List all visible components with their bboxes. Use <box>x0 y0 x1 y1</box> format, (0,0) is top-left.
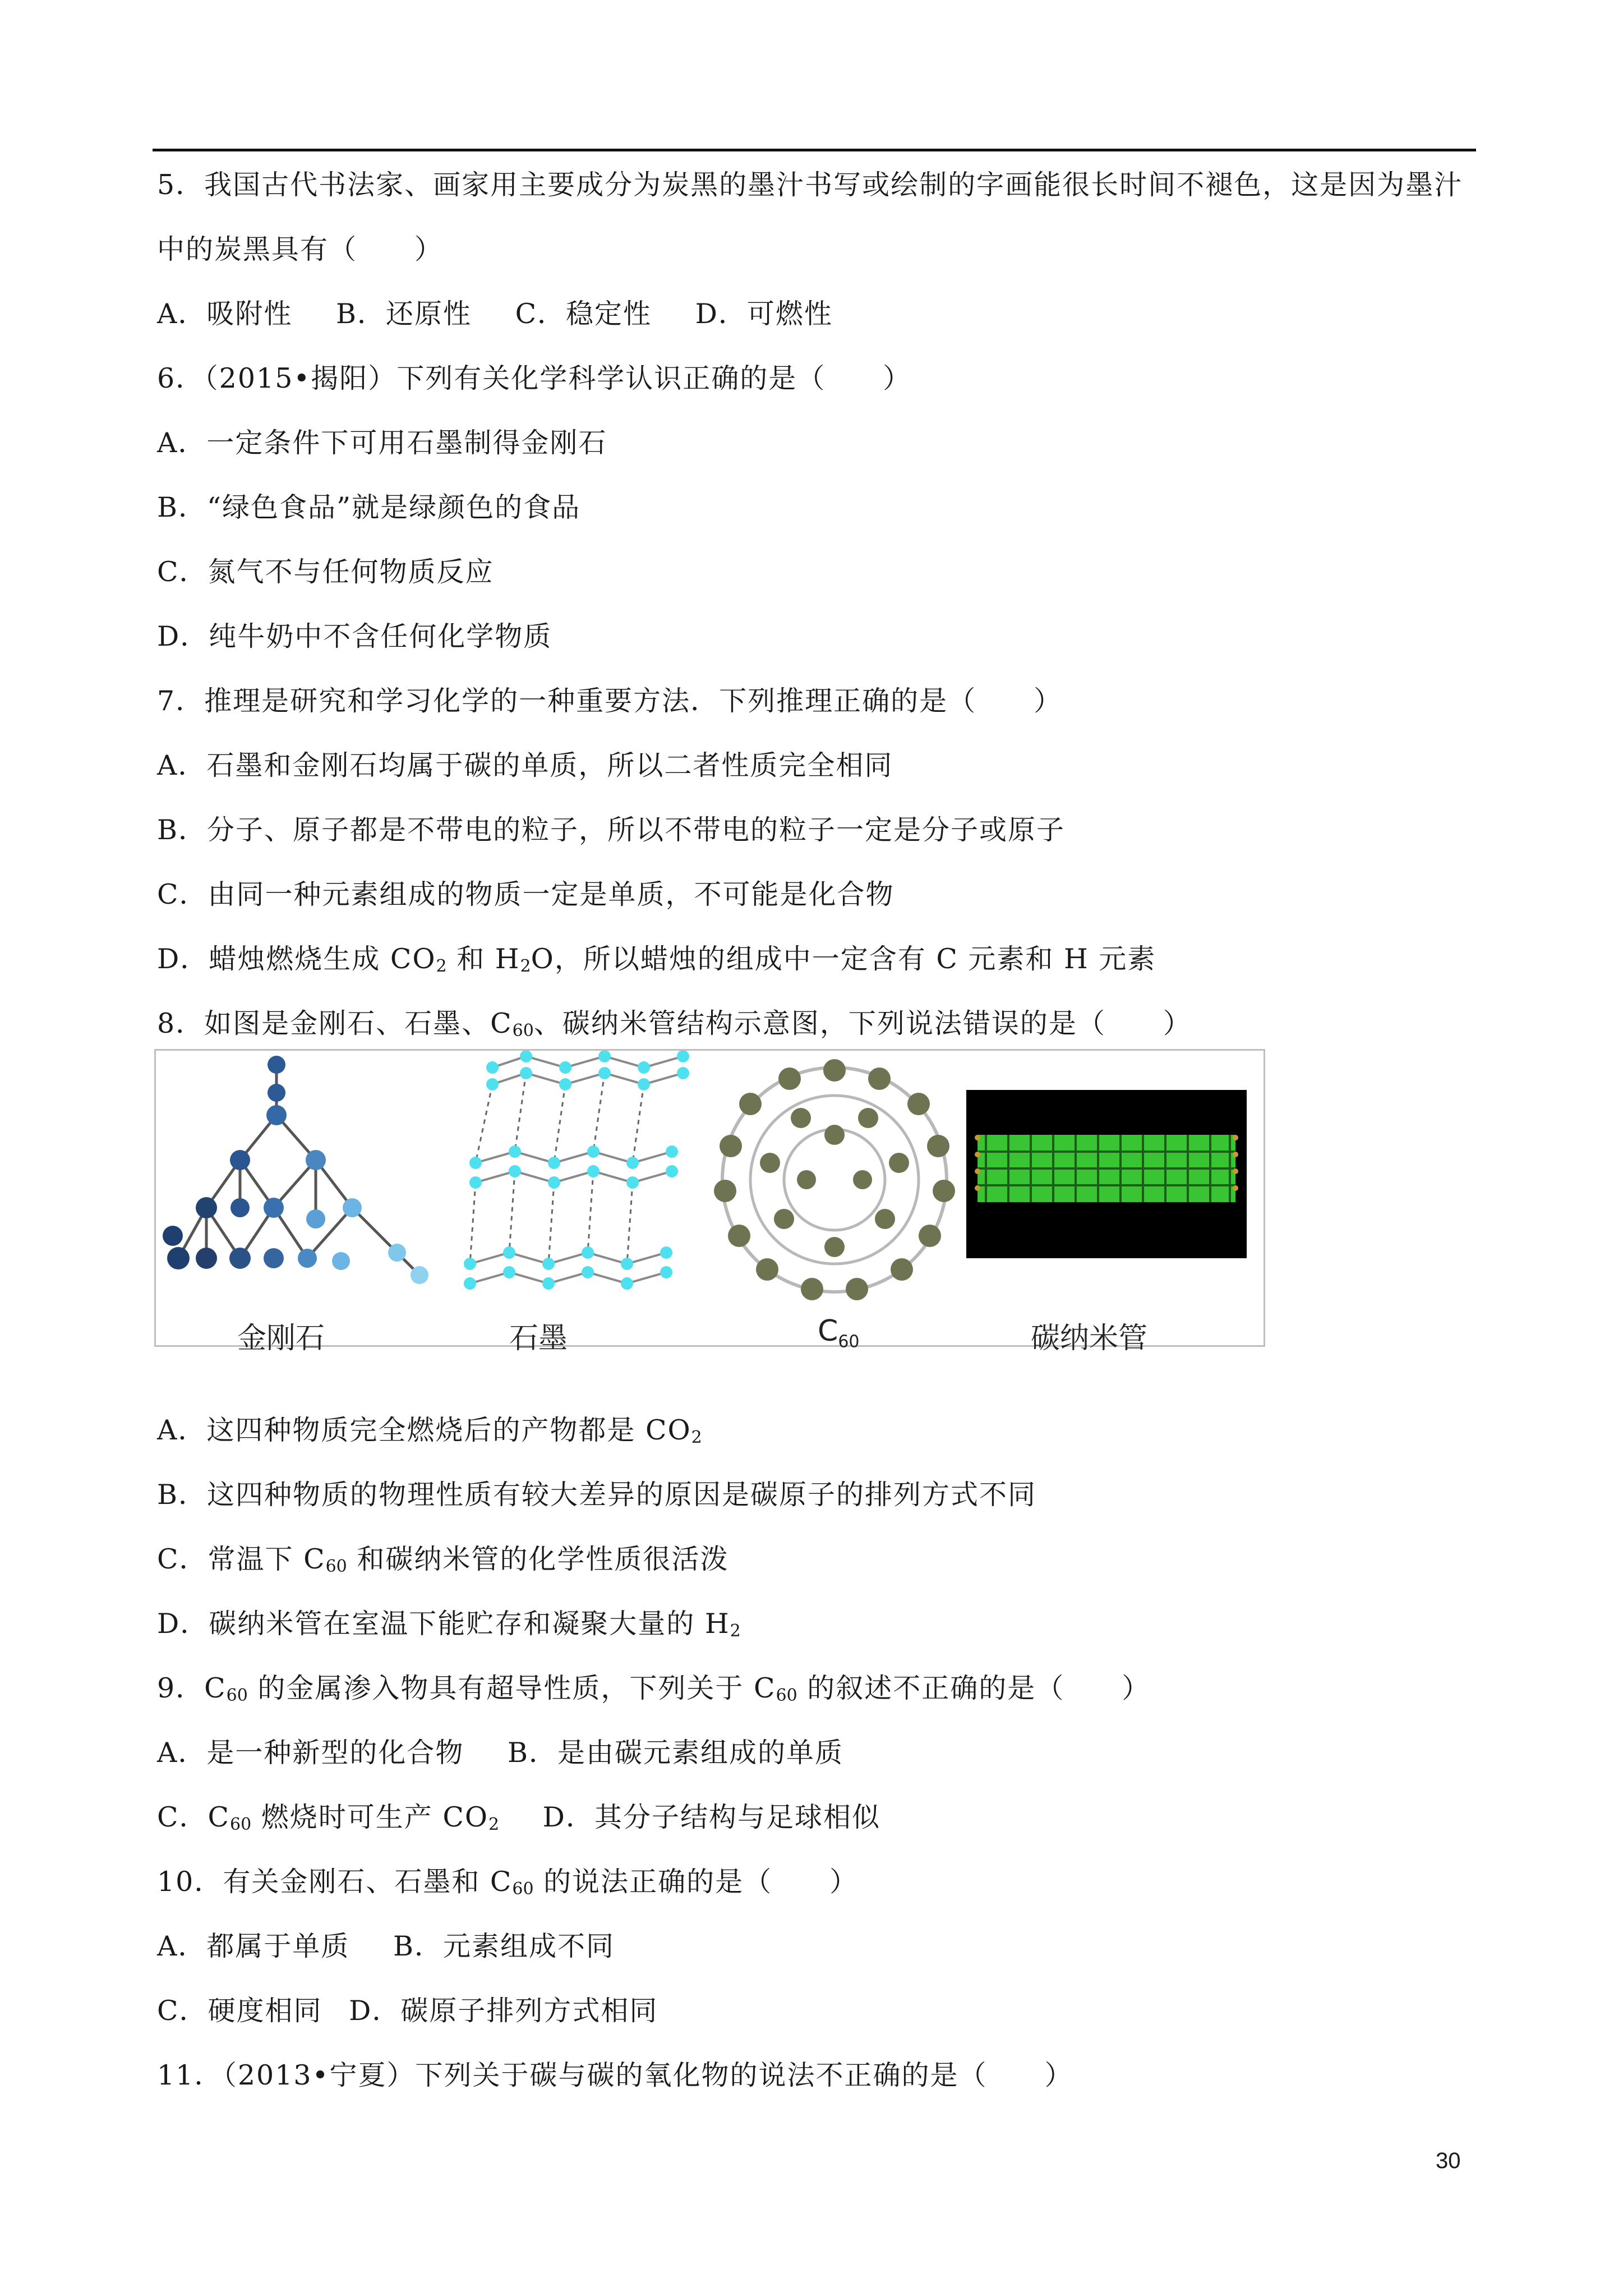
q7-option-c[interactable]: C．由同一种元素组成的物质一定是单质，不可能是化合物 <box>157 878 895 910</box>
q5-options <box>157 295 833 334</box>
graphite-caption: 石墨 <box>509 1322 568 1355</box>
q6-option-a[interactable]: A．一定条件下可用石墨制得金刚石 <box>157 427 607 459</box>
q10-option-a[interactable]: A．都属于单质 <box>157 1930 350 1962</box>
q9-option-b[interactable]: B．是由碳元素组成的单质 <box>507 1737 843 1769</box>
nanotube-structure <box>966 1090 1247 1258</box>
q8-option-a[interactable]: A．这四种物质完全燃烧后的产物都是 $CO_2$ <box>157 1414 702 1447</box>
q7-stem: 7．推理是研究和学习化学的一种重要方法．下列推理正确的是（ ） <box>157 685 1063 717</box>
q8-option-c[interactable]: C．常温下 $C_{60}$ 和碳纳米管的化学性质很活泼 <box>157 1543 729 1576</box>
diamond-structure <box>178 1065 419 1275</box>
nanotube-caption: 碳纳米管 <box>1031 1322 1148 1355</box>
q6-option-d[interactable]: D．纯牛奶中不含任何化学物质 <box>157 620 552 652</box>
q7-option-d[interactable]: D．蜡烛燃烧生成 $CO_2$ 和 $H_2O$，所以蜡烛的组成中一定含有 C 元素和 H 元素 <box>157 943 1156 976</box>
q10-option-d[interactable]: D．碳原子排列方式相同 <box>349 1995 658 2027</box>
q9-stem: 9．$C_{60}$ 的金属渗入物具有超导性质，下列关于 $C_{60}$ 的叙述不正确的是（ ） <box>157 1672 1151 1705</box>
q5-option-d[interactable]: D．可燃性 <box>695 298 833 330</box>
graphite-interlayer <box>470 1073 644 1264</box>
q5-stem-line2: 中的炭黑具有（ ） <box>157 233 444 265</box>
structures-illustration <box>156 1051 1264 1345</box>
carbon-structures-figure <box>154 1049 1265 1355</box>
graphite-structure <box>470 1056 683 1283</box>
q5-option-a[interactable]: A．吸附性 <box>157 298 293 330</box>
q9-option-c[interactable]: C．$C_{60}$ 燃烧时可生产 $CO_2$ <box>157 1801 500 1834</box>
q6-option-c[interactable]: C．氮气不与任何物质反应 <box>157 556 494 588</box>
q8-stem: 8．如图是金刚石、石墨、$C_{60}$、碳纳米管结构示意图，下列说法错误的是（ ） <box>157 1007 1192 1041</box>
q6-option-b[interactable]: B．“绿色食品”就是绿颜色的食品 <box>157 491 581 523</box>
q8-option-d[interactable]: D．碳纳米管在室温下能贮存和凝聚大量的 $H_2$ <box>157 1608 741 1641</box>
q9-options-cd <box>157 1798 880 1844</box>
diamond-atoms <box>163 1056 428 1284</box>
header-rule <box>153 149 1476 151</box>
q5-option-c[interactable]: C．稳定性 <box>515 298 652 330</box>
page-number: 30 <box>1436 2148 1461 2173</box>
q8-option-b[interactable]: B．这四种物质的物理性质有较大差异的原因是碳原子的排列方式不同 <box>157 1479 1037 1511</box>
q5-option-b[interactable]: B．还原性 <box>335 298 472 330</box>
q9-options-ab <box>157 1733 843 1773</box>
diamond-caption: 金刚石 <box>237 1322 325 1355</box>
q7-option-a[interactable]: A．石墨和金刚石均属于碳的单质，所以二者性质完全相同 <box>157 749 893 781</box>
q11-stem: 11．（2013•宁夏）下列关于碳与碳的氧化物的说法不正确的是（ ） <box>157 2059 1073 2091</box>
q9-option-d[interactable]: D．其分子结构与足球相似 <box>542 1801 880 1833</box>
q6-stem: 6．（2015•揭阳）下列有关化学科学认识正确的是（ ） <box>157 362 912 394</box>
q10-options-cd <box>157 1991 658 2031</box>
q10-option-b[interactable]: B．元素组成不同 <box>393 1930 615 1962</box>
graphite-atoms <box>464 1051 689 1290</box>
q10-options-ab <box>157 1927 615 1966</box>
q9-option-a[interactable]: A．是一种新型的化合物 <box>157 1737 464 1769</box>
q10-stem: 10．有关金刚石、石墨和 $C_{60}$ 的说法正确的是（ ） <box>157 1866 859 1899</box>
q10-option-c[interactable]: C．硬度相同 <box>157 1995 322 2027</box>
c60-structure <box>714 1059 955 1300</box>
q7-option-b[interactable]: B．分子、原子都是不带电的粒子，所以不带电的粒子一定是分子或原子 <box>157 814 1066 846</box>
c60-caption: $C_{60}$ <box>818 1314 860 1352</box>
q5-stem-line1: 5．我国古代书法家、画家用主要成分为炭黑的墨汁书写或绘制的字画能很长时间不褪色，这是因为墨汁 <box>157 169 1463 201</box>
